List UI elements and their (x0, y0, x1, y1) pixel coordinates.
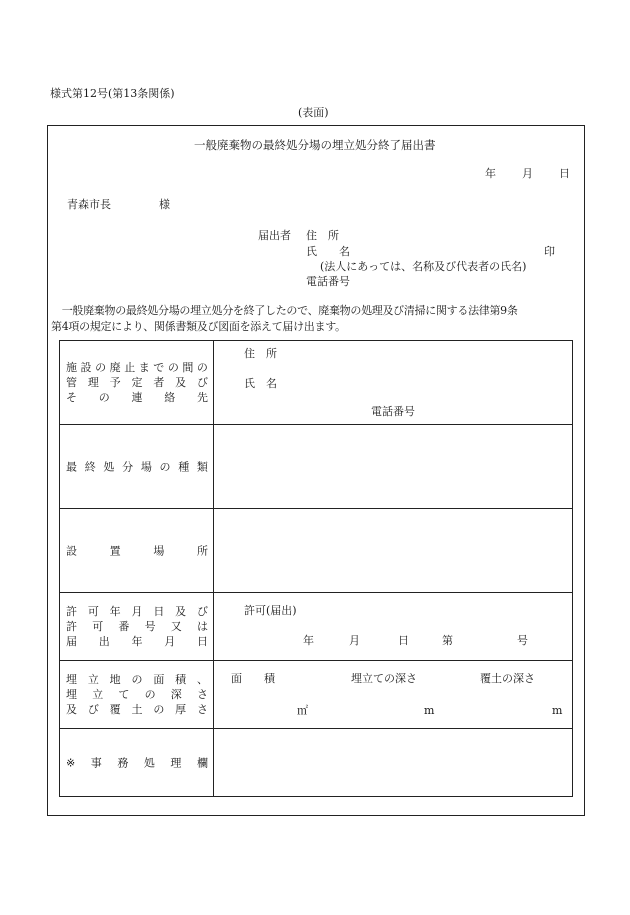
label-line: 埋 立 て の 深 さ (66, 688, 208, 701)
row-type (60, 425, 573, 509)
label-line: 及 び 覆 土 の 厚 さ (66, 703, 208, 716)
notifier-label: 届出者 (258, 229, 291, 242)
label-line: 許 可 番 号 又 は (66, 620, 208, 633)
form-number: 様式第12号(第13条関係) (50, 87, 175, 100)
label-manager (60, 341, 214, 425)
label-line: 最 終 処 分 場 の 種 類 (66, 460, 208, 473)
notifier-phone-label: 電話番号 (306, 275, 350, 288)
area-label: 面 積 (231, 672, 275, 685)
label-type (60, 425, 214, 509)
label-line: そ の 連 絡 先 (66, 391, 208, 404)
label-line: 設 置 場 所 (66, 544, 208, 557)
label-area (60, 661, 214, 729)
depth-label: 埋立ての深さ (351, 672, 417, 685)
manager-phone-label: 電話番号 (371, 405, 415, 418)
row-manager (60, 341, 573, 425)
label-line: 埋 立 地 の 面 積 、 (66, 673, 208, 686)
manager-name-label: 氏 名 (244, 377, 277, 390)
body-paragraph (53, 303, 578, 334)
permit-year: 年 (303, 634, 314, 647)
label-line: ※ 事 務 処 理 欄 (66, 756, 208, 769)
unit-depth: m (424, 704, 435, 717)
office-content[interactable] (214, 729, 573, 797)
row-area (60, 661, 573, 729)
date-year: 年 (485, 167, 496, 180)
unit-cover: m (552, 704, 563, 717)
body-line-2: 第4項の規定により、関係書類及び図面を添えて届け出ます。 (51, 319, 346, 333)
notifier-name-label: 氏 名 (306, 245, 350, 258)
seal-mark: 印 (544, 245, 555, 258)
label-line: 届 出 年 月 日 (66, 635, 208, 648)
date-month: 月 (522, 167, 533, 180)
label-location (60, 509, 214, 593)
permit-label: 許可(届出) (244, 604, 297, 617)
label-line: 許 可 年 月 日 及 び (66, 605, 208, 618)
permit-dai: 第 (442, 634, 453, 647)
permit-content[interactable] (214, 593, 573, 661)
unit-area: ㎡ (297, 704, 308, 717)
label-permit (60, 593, 214, 661)
row-location (60, 509, 573, 593)
details-table (59, 340, 573, 797)
body-line-1: 一般廃棄物の最終処分場の埋立処分を終了したので、廃棄物の処理及び清掃に関する法律第9条 (51, 304, 518, 317)
notifier-address-label: 住 所 (306, 229, 339, 242)
manager-content[interactable] (214, 341, 573, 425)
label-line: 管 理 予 定 者 及 び (66, 376, 208, 389)
corporate-note: (法人にあっては、名称及び代表者の氏名) (320, 260, 527, 273)
area-content[interactable] (214, 661, 573, 729)
permit-day: 日 (398, 634, 409, 647)
permit-month: 月 (349, 634, 360, 647)
permit-go: 号 (517, 634, 528, 647)
document-title: 一般廃棄物の最終処分場の埋立処分終了届出書 (194, 138, 436, 152)
label-office (60, 729, 214, 797)
type-content[interactable] (214, 425, 573, 509)
addressee-honorific: 様 (159, 198, 170, 211)
cover-label: 覆土の深さ (480, 672, 535, 685)
date-day: 日 (559, 167, 570, 180)
manager-address-label: 住 所 (244, 347, 277, 360)
location-content[interactable] (214, 509, 573, 593)
row-permit (60, 593, 573, 661)
row-office (60, 729, 573, 797)
side-label: (表面) (298, 106, 329, 119)
label-line: 施 設 の 廃 止 ま で の 間 の (66, 361, 208, 374)
addressee-name: 青森市長 (67, 198, 111, 211)
